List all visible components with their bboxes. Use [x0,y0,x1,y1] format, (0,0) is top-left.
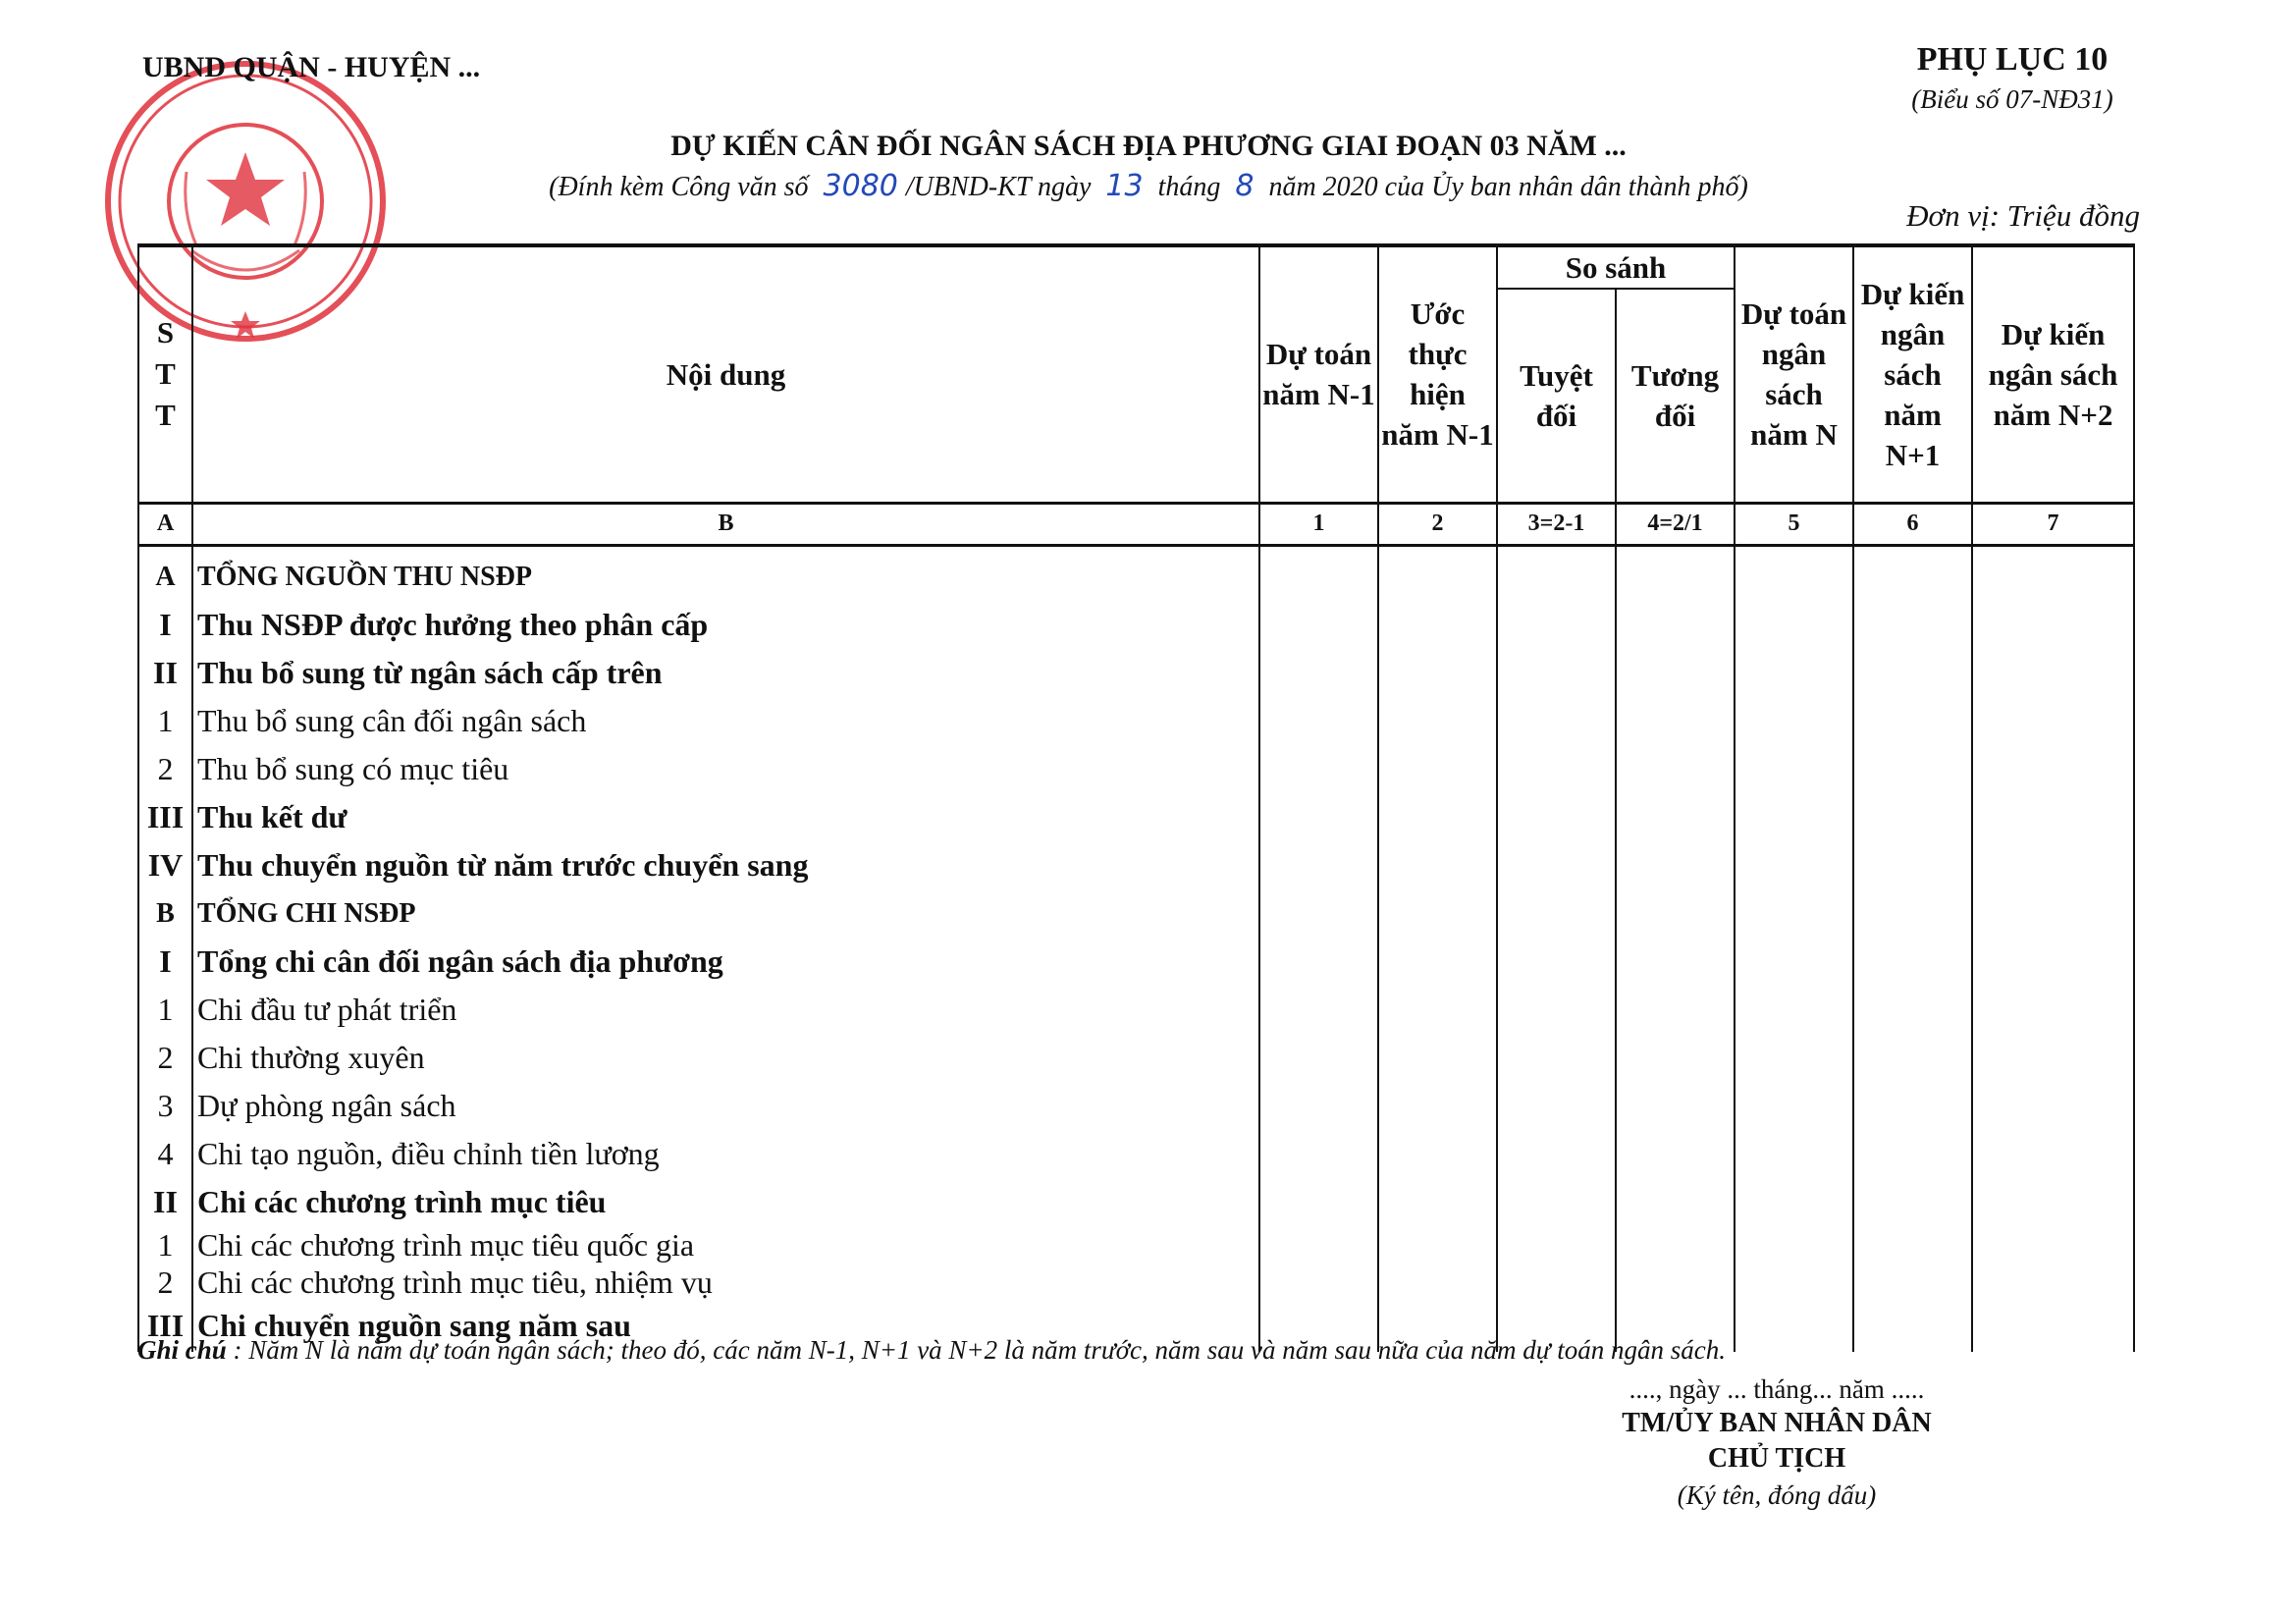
table-row [138,841,2134,889]
index-cell: 5 [1735,503,1853,545]
value-cell [1853,1264,1972,1301]
table-row [138,601,2134,649]
value-cell [1735,938,1853,986]
value-cell [1616,986,1735,1034]
row-stt: 2 [138,1034,192,1082]
value-cell [1972,793,2134,841]
value-cell [1259,1034,1378,1082]
value-cell [1616,841,1735,889]
value-cell [1735,1082,1853,1130]
signature-organization: TM/ỦY BAN NHÂN DÂN [1622,1408,1932,1438]
index-cell: 4=2/1 [1616,503,1735,545]
value-cell [1497,793,1616,841]
table-row [138,545,2134,601]
row-stt: 2 [138,1264,192,1301]
row-stt: IV [138,841,192,889]
table-row [138,1082,2134,1130]
value-cell [1853,1034,1972,1082]
value-cell [1378,1082,1497,1130]
signature-title: CHỦ TỊCH [1707,1443,1846,1474]
value-cell [1735,1034,1853,1082]
value-cell [1259,986,1378,1034]
row-content: Chi các chương trình mục tiêu, nhiệm vụ [192,1264,1259,1301]
value-cell [1735,697,1853,745]
header-col3-absolute: Tuyệt đối [1497,289,1616,503]
budget-balance-table [137,243,2135,1352]
appendix-form-code: (Biểu số 07-NĐ31) [1911,84,2113,114]
row-stt: II [138,649,192,697]
date-line: ...., ngày ... tháng... năm ..... [1629,1374,1925,1404]
value-cell [1972,938,2134,986]
row-content: Chi đầu tư phát triển [192,986,1259,1034]
value-cell [1853,697,1972,745]
value-cell [1378,889,1497,938]
value-cell [1259,697,1378,745]
value-cell [1972,889,2134,938]
value-cell [1497,889,1616,938]
value-cell [1259,545,1378,601]
value-cell [1497,1264,1616,1301]
value-cell [1616,793,1735,841]
header-col1-estimate-prev-year: Dự toán năm N-1 [1259,245,1378,503]
row-stt: 1 [138,986,192,1034]
value-cell [1259,1226,1378,1264]
header-col5-budget-year-n: Dự toán ngân sách năm N [1735,245,1853,503]
row-content: Thu NSĐP được hưởng theo phân cấp [192,601,1259,649]
value-cell [1259,1082,1378,1130]
row-stt: I [138,938,192,986]
value-cell [1616,649,1735,697]
value-cell [1259,793,1378,841]
value-cell [1378,1178,1497,1226]
value-cell [1735,545,1853,601]
index-cell: 2 [1378,503,1497,545]
value-cell [1735,745,1853,793]
value-cell [1853,545,1972,601]
value-cell [1853,986,1972,1034]
handwritten-day: 13 [1105,169,1144,203]
value-cell [1853,889,1972,938]
value-cell [1972,545,2134,601]
value-cell [1853,1130,1972,1178]
row-content: Dự phòng ngân sách [192,1082,1259,1130]
row-content: Thu kết dư [192,793,1259,841]
value-cell [1378,1264,1497,1301]
value-cell [1497,1130,1616,1178]
value-cell [1735,986,1853,1034]
row-content: Chi các chương trình mục tiêu [192,1178,1259,1226]
value-cell [1972,1034,2134,1082]
index-cell: 6 [1853,503,1972,545]
value-cell [1497,938,1616,986]
value-cell [1972,697,2134,745]
value-cell [1616,1264,1735,1301]
table-row [138,986,2134,1034]
subtitle-part2: /UBND-KT ngày [905,172,1092,202]
value-cell [1497,1082,1616,1130]
value-cell [1616,745,1735,793]
table-row [138,745,2134,793]
value-cell [1497,745,1616,793]
row-content: TỔNG CHI NSĐP [192,889,1259,938]
value-cell [1497,1034,1616,1082]
value-cell [1972,1226,2134,1264]
value-cell [1735,1264,1853,1301]
table-body [138,545,2134,1352]
subtitle-part3: tháng [1157,172,1221,202]
value-cell [1735,1226,1853,1264]
value-cell [1972,601,2134,649]
header-col2-actual-prev-year: Ước thực hiện năm N-1 [1378,245,1497,503]
value-cell [1378,1226,1497,1264]
value-cell [1735,1178,1853,1226]
row-stt: I [138,601,192,649]
table-row [138,1178,2134,1226]
index-cell: 7 [1972,503,2134,545]
value-cell [1259,1264,1378,1301]
row-content: Thu chuyển nguồn từ năm trước chuyển sang [192,841,1259,889]
value-cell [1497,697,1616,745]
row-content: TỔNG NGUỒN THU NSĐP [192,545,1259,601]
value-cell [1259,649,1378,697]
row-stt: III [138,793,192,841]
value-cell [1853,1178,1972,1226]
value-cell [1378,745,1497,793]
header-stt [138,245,192,503]
value-cell [1972,1178,2134,1226]
header-compare: So sánh [1497,245,1735,289]
value-cell [1259,601,1378,649]
value-cell [1616,1082,1735,1130]
value-cell [1378,1130,1497,1178]
value-cell [1735,1301,1853,1352]
row-content: Tổng chi cân đối ngân sách địa phương [192,938,1259,986]
value-cell [1616,938,1735,986]
value-cell [1497,986,1616,1034]
table-row [138,1034,2134,1082]
row-content: Thu bổ sung có mục tiêu [192,745,1259,793]
appendix-title: PHỤ LỤC 10 [1916,41,2109,78]
value-cell [1616,1130,1735,1178]
footnote-text: : Năm N là năm dự toán ngân sách; theo đó, các năm N-1, N+1 và N+2 là năm trước, năm sau và năm sau nữa của năm dự toán ngân sách. [226,1335,1726,1365]
value-cell [1497,841,1616,889]
value-cell [1616,545,1735,601]
value-cell [1853,841,1972,889]
row-content: Chi thường xuyên [192,1034,1259,1082]
value-cell [1972,1301,2134,1352]
value-cell [1735,649,1853,697]
value-cell [1259,889,1378,938]
value-cell [1259,1130,1378,1178]
row-stt: II [138,1178,192,1226]
table-row [138,697,2134,745]
handwritten-doc-number: 3080 [823,169,898,203]
value-cell [1259,1178,1378,1226]
value-cell [1853,938,1972,986]
value-cell [1259,841,1378,889]
row-stt: 1 [138,697,192,745]
row-content: Chi chuyển nguồn sang năm sau [192,1301,1259,1352]
table-row [138,889,2134,938]
value-cell [1378,841,1497,889]
row-content: Chi các chương trình mục tiêu quốc gia [192,1226,1259,1264]
document-title: DỰ KIẾN CÂN ĐỐI NGÂN SÁCH ĐỊA PHƯƠNG GIAI ĐOẠN 03 NĂM ... [670,130,1627,162]
value-cell [1616,1178,1735,1226]
table-row [138,793,2134,841]
value-cell [1735,841,1853,889]
row-stt: 2 [138,745,192,793]
header-stt-text: S T T [155,315,176,433]
header-col6-forecast-n1: Dự kiến ngân sách năm N+1 [1853,245,1972,503]
value-cell [1853,649,1972,697]
value-cell [1378,545,1497,601]
index-cell: A [138,503,192,545]
index-cell: 3=2-1 [1497,503,1616,545]
row-stt: 1 [138,1226,192,1264]
value-cell [1972,1264,2134,1301]
document-subtitle [294,169,2002,203]
value-cell [1853,1301,1972,1352]
row-stt: III [138,1301,192,1352]
value-cell [1616,1034,1735,1082]
value-cell [1972,1082,2134,1130]
signature-note: (Ký tên, đóng dấu) [1677,1480,1877,1510]
value-cell [1616,889,1735,938]
value-cell [1378,986,1497,1034]
subtitle-part4: năm 2020 của Ủy ban nhân dân thành phố) [1268,172,1748,202]
value-cell [1853,793,1972,841]
row-stt: 4 [138,1130,192,1178]
table-row [138,1264,2134,1301]
value-cell [1735,889,1853,938]
row-content: Thu bổ sung cân đối ngân sách [192,697,1259,745]
value-cell [1853,1226,1972,1264]
index-cell: B [192,503,1259,545]
value-cell [1853,601,1972,649]
value-cell [1972,841,2134,889]
unit-label: Đơn vị: Triệu đồng [1906,198,2140,233]
value-cell [1735,601,1853,649]
value-cell [1378,793,1497,841]
value-cell [1497,545,1616,601]
header-col7-forecast-n2: Dự kiến ngân sách năm N+2 [1972,245,2134,503]
value-cell [1378,601,1497,649]
footnote-label: Ghi chú [137,1335,227,1365]
value-cell [1378,649,1497,697]
table-row [138,649,2134,697]
value-cell [1616,601,1735,649]
value-cell [1972,649,2134,697]
value-cell [1497,649,1616,697]
value-cell [1497,601,1616,649]
subtitle-part1: (Đính kèm Công văn số [549,172,809,202]
value-cell [1259,745,1378,793]
footnote [137,1335,1726,1366]
value-cell [1259,938,1378,986]
header-content: Nội dung [192,245,1259,503]
row-stt: B [138,889,192,938]
row-content: Thu bổ sung từ ngân sách cấp trên [192,649,1259,697]
row-stt: 3 [138,1082,192,1130]
index-cell: 1 [1259,503,1378,545]
row-stt: A [138,545,192,601]
value-cell [1497,1178,1616,1226]
row-content: Chi tạo nguồn, điều chỉnh tiền lương [192,1130,1259,1178]
organization-name: UBND QUẬN - HUYỆN ... [142,51,481,83]
value-cell [1972,1130,2134,1178]
table-row [138,1130,2134,1178]
value-cell [1853,1082,1972,1130]
value-cell [1378,1034,1497,1082]
value-cell [1735,1130,1853,1178]
value-cell [1853,745,1972,793]
value-cell [1378,697,1497,745]
column-index-row [138,503,2134,545]
value-cell [1972,986,2134,1034]
value-cell [1378,938,1497,986]
header-col4-relative: Tương đối [1616,289,1735,503]
table-row [138,938,2134,986]
value-cell [1616,697,1735,745]
value-cell [1616,1226,1735,1264]
table-row [138,1226,2134,1264]
value-cell [1735,793,1853,841]
value-cell [1497,1226,1616,1264]
handwritten-month: 8 [1235,169,1255,203]
value-cell [1972,745,2134,793]
